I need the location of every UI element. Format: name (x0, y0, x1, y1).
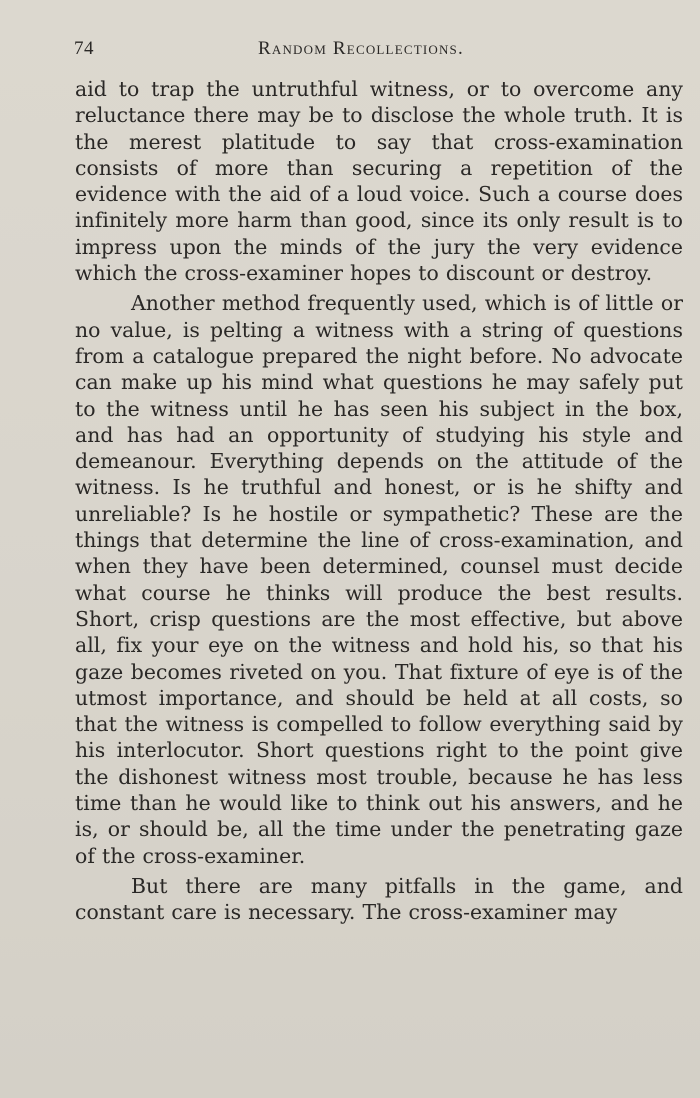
body-text (75, 76, 683, 926)
running-head: Random Recollections. (258, 38, 464, 59)
paragraph-pitfalls: But there are many pitfalls in the game, and constant care is necessary. The cross-examiner may (75, 873, 683, 925)
page-header (74, 38, 680, 66)
page-number: 74 (74, 38, 94, 59)
paragraph-another-method: Another method frequently used, which is of little or no value, is pelting a witness with a string of questions from a catalogue prepared the night before. No advocate can make up his mind what questions he may safely put to the witness until he has seen his subject in the box, and has had an opportunity of studying his style and demeanour. Everything depends on the attitude of the witness. Is he truthful and honest, or is he shifty and unreliable? Is he hostile or sympathetic? These are the things that determine the line of cross-examination, and when they have been determined, counsel must decide what course he thinks will produce the best results. Short, crisp questions are the most effective, but above all, fix your eye on the witness and hold his, so that his gaze becomes riveted on you. That fixture of eye is of the utmost importance, and should be held at all costs, so that the witness is compelled to follow everything said by his interlocutor. Short questions right to the point give the dishonest witness most trouble, because he has less time than he would like to think out his answers, and he is, or should be, all the time under the penetrating gaze of the cross-examiner. (75, 291, 683, 868)
paragraph-continuation: aid to trap the untruthful witness, or to overcome any reluctance there may be to disclose the whole truth. It is the merest platitude to say that cross-examination consists of more than securing a repetition of the evidence with the aid of a loud voice. Such a course does infinitely more harm than good, since its only result is to impress upon the minds of the jury the very evidence which the cross-examiner hopes to discount or destroy. (75, 77, 683, 286)
